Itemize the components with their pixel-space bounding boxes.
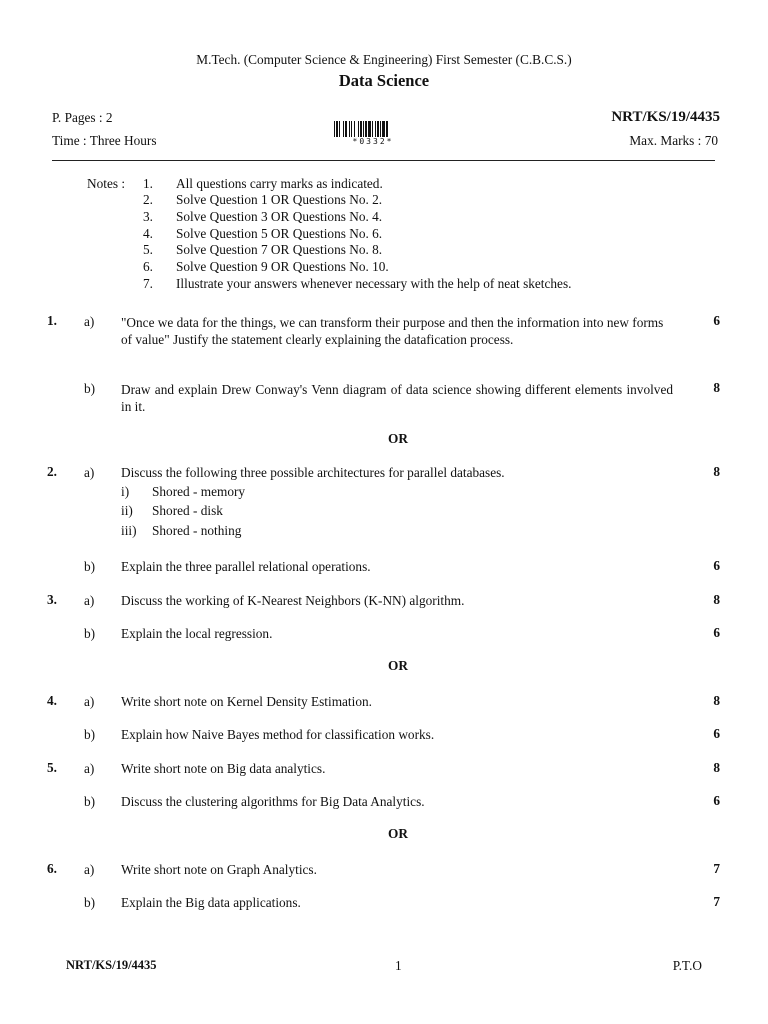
or-divider: OR (388, 431, 408, 446)
question-text: Explain the three parallel relational operations. (121, 559, 371, 574)
sub-item-text: Shored - nothing (152, 523, 242, 538)
question-part: a) (84, 694, 95, 709)
question-text: Write short note on Graph Analytics. (121, 862, 317, 877)
question-marks: 6 (713, 793, 720, 808)
note-number: 4. (143, 226, 153, 241)
note-text: Illustrate your answers whenever necessary with the help of neat sketches. (176, 276, 572, 291)
barcode-bar (363, 121, 364, 137)
question-part: b) (84, 727, 96, 742)
note-number: 6. (143, 259, 153, 274)
note-text: All questions carry marks as indicated. (176, 176, 383, 191)
question-marks: 6 (713, 625, 720, 640)
question-marks: 8 (713, 760, 720, 775)
exam-duration: Time : Three Hours (52, 133, 157, 148)
barcode-bar (375, 121, 376, 137)
sub-item-number: iii) (121, 523, 137, 538)
barcode-bar (336, 121, 338, 137)
question-marks: 7 (713, 894, 720, 909)
barcode-bar (351, 121, 352, 137)
or-divider: OR (388, 826, 408, 841)
max-marks: Max. Marks : 70 (629, 133, 718, 148)
notes-label: Notes : (87, 176, 126, 191)
note-number: 7. (143, 276, 153, 291)
note-number: 5. (143, 242, 153, 257)
note-number: 1. (143, 176, 153, 191)
or-divider: OR (388, 658, 408, 673)
question-number: 5. (47, 760, 57, 775)
question-part: b) (84, 559, 96, 574)
note-text: Solve Question 7 OR Questions No. 8. (176, 242, 383, 257)
barcode-bar (372, 121, 373, 137)
question-number: 4. (47, 693, 57, 708)
question-number: 3. (47, 592, 57, 607)
question-part: a) (84, 862, 95, 877)
question-marks: 6 (713, 558, 720, 573)
question-text: Discuss the working of K-Nearest Neighbors (K-NN) algorithm. (121, 593, 465, 608)
barcode-bar (358, 121, 359, 137)
pto-label: P.T.O (672, 958, 702, 973)
note-number: 2. (143, 192, 153, 207)
question-text: Explain how Naive Bayes method for classification works. (121, 727, 435, 742)
barcode-bar (354, 121, 355, 137)
question-marks: 8 (713, 464, 720, 479)
barcode-bar (377, 121, 379, 137)
barcode-bar (382, 121, 385, 137)
question-number: 6. (47, 861, 57, 876)
barcode-label: *0332* (352, 137, 394, 146)
question-part: b) (84, 895, 96, 910)
question-text: Draw and explain Drew Conway's Venn diagram of data science showing different elements involved in it. (121, 382, 673, 414)
question-text: "Once we data for the things, we can transform their purpose and then the information into new forms of value" Justify the statement clearly explaining the datafication process. (121, 315, 664, 347)
question-marks: 8 (713, 693, 720, 708)
question-part: a) (84, 761, 95, 776)
barcode-bar (360, 121, 362, 137)
question-text: Write short note on Kernel Density Estimation. (121, 694, 372, 709)
sub-item-text: Shored - memory (152, 484, 246, 499)
page-number: 1 (395, 958, 402, 973)
sub-item-text: Shored - disk (152, 503, 223, 518)
question-text: Explain the local regression. (121, 626, 273, 641)
barcode-bar (368, 121, 371, 137)
barcode (334, 121, 412, 137)
barcode-bar (343, 121, 344, 137)
sub-item-number: i) (121, 484, 130, 499)
paper-code: NRT/KS/19/4435 (611, 109, 720, 125)
question-part: a) (84, 314, 95, 329)
question-marks: 8 (713, 592, 720, 607)
note-number: 3. (143, 209, 153, 224)
subject-title: Data Science (338, 71, 430, 90)
note-text: Solve Question 5 OR Questions No. 6. (176, 226, 383, 241)
barcode-bar (345, 121, 347, 137)
question-marks: 6 (713, 313, 720, 328)
header-divider (52, 160, 715, 161)
question-marks: 6 (713, 726, 720, 741)
barcode-bar (349, 121, 350, 137)
question-text: Write short note on Big data analytics. (121, 761, 326, 776)
sub-item-number: ii) (121, 503, 133, 518)
note-text: Solve Question 1 OR Questions No. 2. (176, 192, 383, 207)
barcode-bar (334, 121, 335, 137)
question-part: a) (84, 593, 95, 608)
question-marks: 7 (713, 861, 720, 876)
barcode-bar (365, 121, 367, 137)
barcode-bar (386, 121, 388, 137)
page-count: P. Pages : 2 (52, 110, 113, 125)
question-part: b) (84, 626, 96, 641)
question-marks: 8 (713, 380, 720, 395)
question-text: Discuss the clustering algorithms for Big Data Analytics. (121, 794, 425, 809)
question-part: a) (84, 465, 95, 480)
course-title: M.Tech. (Computer Science & Engineering) First Semester (C.B.C.S.) (196, 52, 572, 67)
barcode-bar (380, 121, 381, 137)
question-text: Explain the Big data applications. (121, 895, 301, 910)
question-number: 1. (47, 313, 57, 328)
barcode-bar (339, 121, 340, 137)
question-part: b) (84, 794, 96, 809)
question-part: b) (84, 381, 96, 396)
question-text: Discuss the following three possible architectures for parallel databases. (121, 465, 505, 480)
footer-paper-code: NRT/KS/19/4435 (66, 958, 157, 972)
note-text: Solve Question 3 OR Questions No. 4. (176, 209, 383, 224)
question-number: 2. (47, 464, 57, 479)
note-text: Solve Question 9 OR Questions No. 10. (176, 259, 389, 274)
